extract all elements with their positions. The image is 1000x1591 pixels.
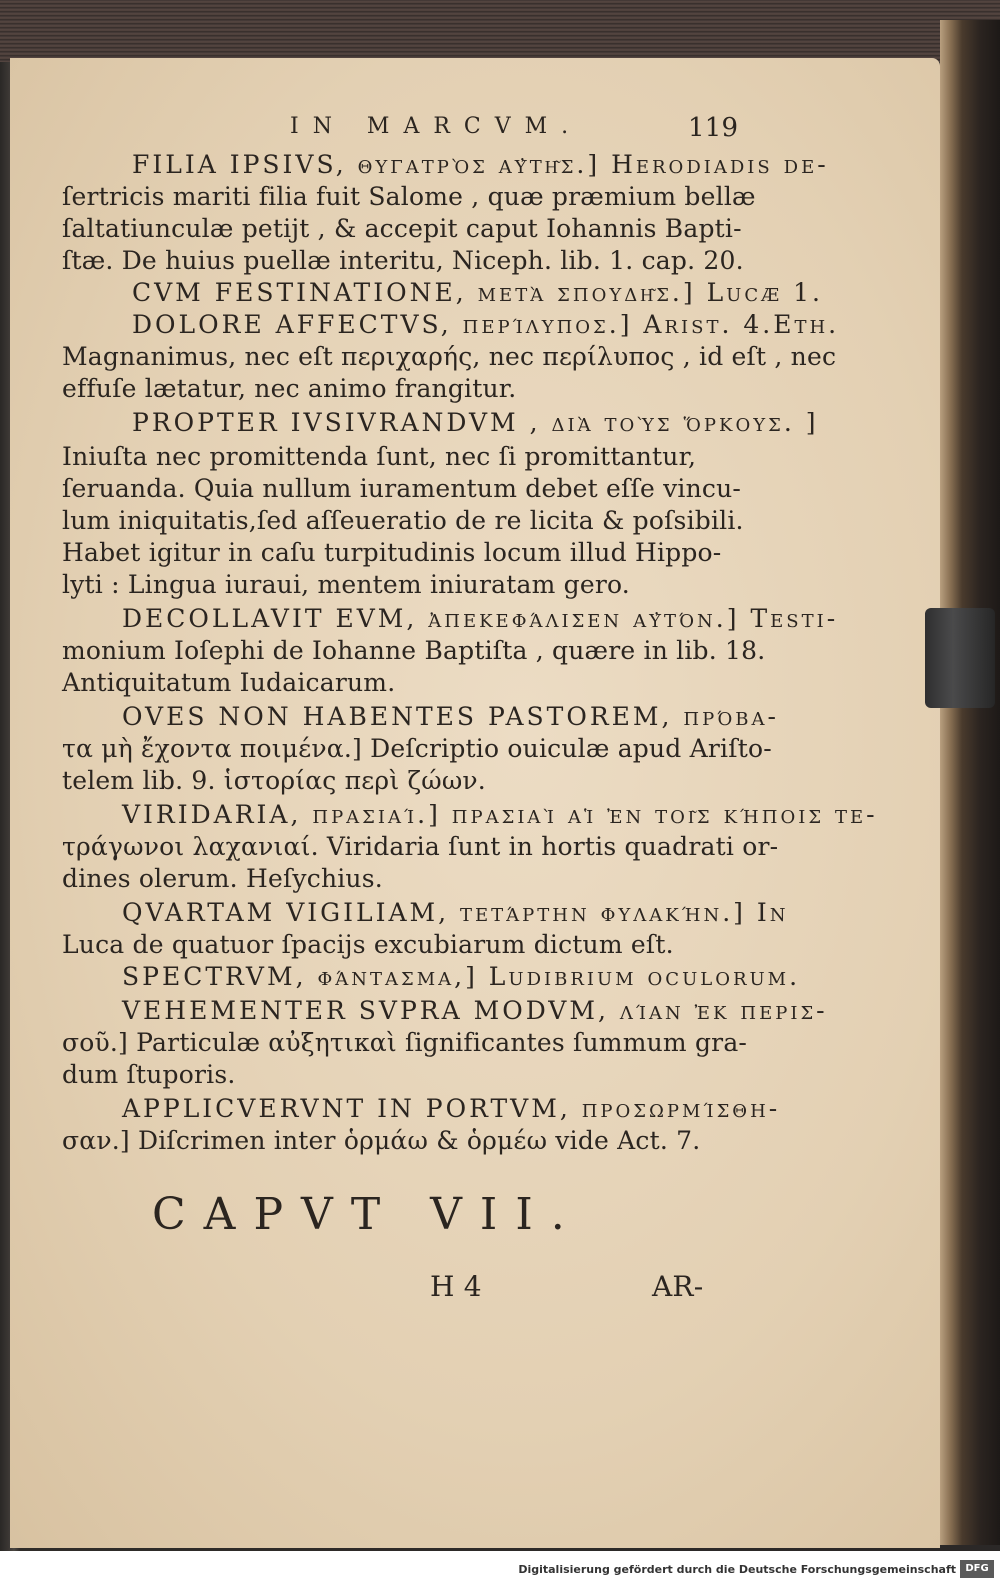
running-title: IN MARCVM.: [290, 114, 583, 139]
dfg-logo-icon: DFG: [960, 1560, 994, 1578]
footer-credit: Digitalisierung gefördert durch die Deutsche Forschungsgemeinschaft: [518, 1563, 956, 1576]
text-line: FILIA IPSIVS, θυγατρὸς αὐτῆς.] Herodiadis de-: [132, 150, 829, 179]
text-line: monium Ioſephi de Iohanne Baptiſta , quære in lib. 18.: [62, 636, 766, 665]
signature-mark: H 4: [430, 1270, 482, 1303]
folio-number: 119: [688, 113, 739, 143]
text-line: Iniuſta nec promittenda ſunt, nec ſi promittantur,: [62, 442, 697, 471]
text-line: Antiquitatum Iudaicarum.: [62, 668, 396, 697]
text-line: σαν.] Diſcrimen inter ὁρμάω & ὁρμέω vide Act. 7.: [62, 1126, 701, 1155]
text-line: σοῦ.] Particulæ αὐξητικαὶ ſignificantes ſummum gra-: [62, 1028, 748, 1057]
text-line: Magnanimus, nec eſt περιχαρής, nec περίλυπος , id eſt , nec: [62, 342, 837, 371]
text-line: Luca de quatuor ſpacijs excubiarum dictum eſt.: [62, 930, 674, 959]
text-line: dum ſtuporis.: [62, 1060, 236, 1089]
text-line: PROPTER IVSIVRANDVM , διὰ τοὺς ὅρκους. ]: [132, 408, 819, 437]
text-line: VEHEMENTER SVPRA MODVM, λίαν ἐκ περισ-: [122, 996, 828, 1025]
text-line: APPLICVERVNT IN PORTVM, προσωρμίσθη-: [122, 1094, 781, 1123]
book-clasp: [925, 608, 995, 708]
text-line: VIRIDARIA, πρασιαί.] πρασιαὶ αἱ ἐν τοῖς κήποις τε-: [122, 800, 878, 829]
text-line: effuſe lætatur, nec animo frangitur.: [62, 374, 517, 403]
catchword: AR-: [652, 1270, 704, 1303]
text-line: CVM FESTINATIONE, μετὰ σπουδῆς.] Lucæ 1.: [132, 278, 823, 307]
text-line: dines olerum. Heſychius.: [62, 864, 383, 893]
text-line: Habet igitur in caſu turpitudinis locum illud Hippo-: [62, 538, 722, 567]
text-line: τα μὴ ἔχοντα ποιμένα.] Deſcriptio ouiculæ apud Ariſto-: [62, 734, 772, 763]
book-top-edge: [0, 0, 1000, 62]
text-line: lum iniquitatis,ſed aſſeueratio de re licita & poſsibili.: [62, 506, 744, 535]
text-line: τράγωνοι λαχανιαί. Viridaria ſunt in hortis quadrati or-: [62, 832, 779, 861]
text-line: ſtæ. De huius puellæ interitu, Niceph. lib. 1. cap. 20.: [62, 246, 744, 275]
text-line: OVES NON HABENTES PASTOREM, πρόβα-: [122, 702, 779, 731]
footer-bar: [0, 1551, 1000, 1591]
chapter-heading: CAPVT VII.: [152, 1189, 583, 1240]
text-line: telem lib. 9. ἱστορίας περὶ ζώων.: [62, 766, 486, 795]
book-page-stack: [940, 20, 1000, 1545]
text-line: ſaltatiunculæ petijt , & accepit caput Iohannis Bapti-: [62, 214, 742, 243]
text-line: DECOLLAVIT EVM, ἀπεκεφάλισεν αὐτόν.] Teſti-: [122, 604, 839, 633]
text-line: QVARTAM VIGILIAM, τετάρτην φυλακήν.] In: [122, 898, 789, 927]
text-line: DOLORE AFFECTVS, περίλυπος.] Ariſt. 4.Eth.: [132, 310, 840, 339]
text-line: SPECTRVM, φάντασμα,] Ludibrium oculorum.: [122, 962, 801, 991]
text-line: ſertricis mariti filia fuit Salome , quæ præmium bellæ: [62, 182, 756, 211]
text-line: lyti : Lingua iuraui, mentem iniuratam gero.: [62, 570, 630, 599]
text-line: ſeruanda. Quia nullum iuramentum debet eſſe vincu-: [62, 474, 742, 503]
